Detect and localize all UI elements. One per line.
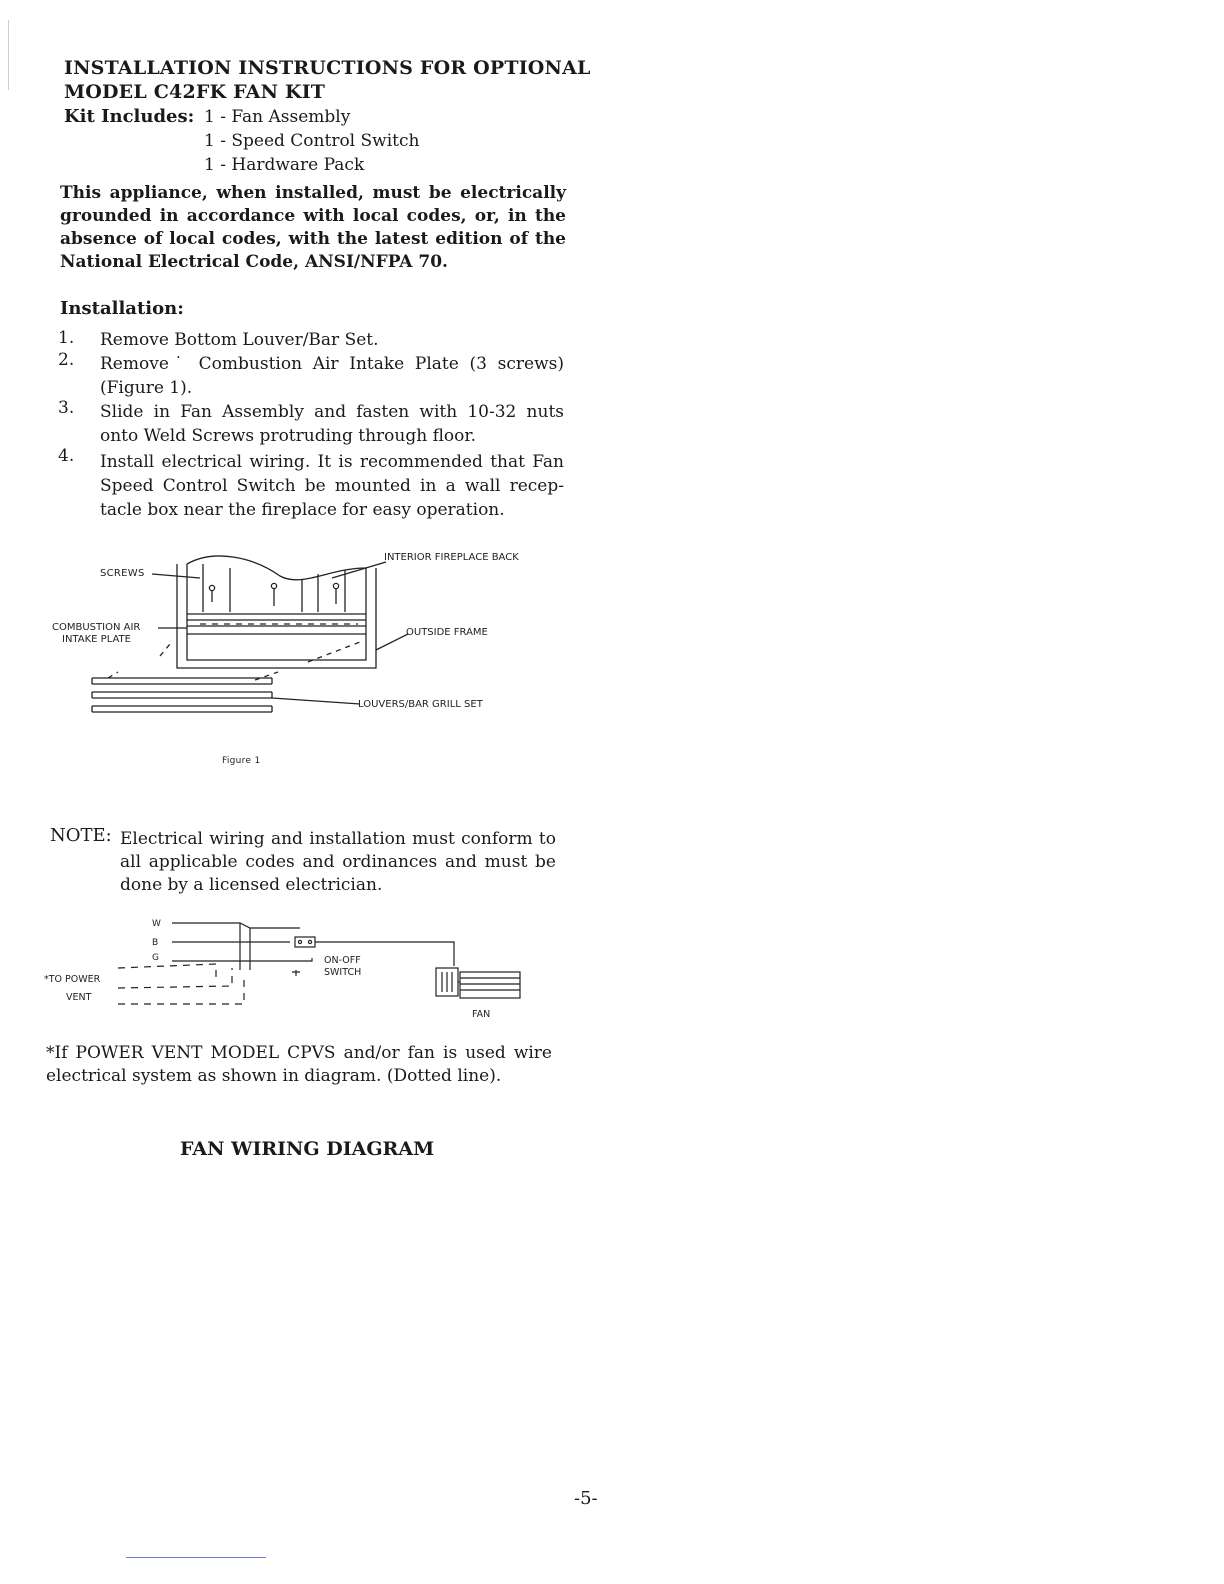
step-text: Slide in Fan Assembly and fasten with 10-32 nuts onto Weld Screws protruding through floor. (100, 402, 564, 446)
step-number: 2. (58, 350, 75, 370)
fan-housing (460, 972, 520, 998)
screw (333, 583, 338, 588)
step-number: 3. (58, 398, 75, 418)
label-outside-frame: OUTSIDE FRAME (406, 627, 488, 638)
label-screws: SCREWS (100, 568, 145, 579)
step-text: Remove Bottom Louver/Bar Set. (100, 330, 379, 350)
label-intake-plate-2: INTAKE PLATE (62, 634, 131, 645)
outside-frame-outline (177, 564, 376, 668)
page-number: -5- (574, 1488, 598, 1509)
label-b: B (152, 938, 159, 948)
note-label: NOTE: (50, 825, 112, 846)
label-power-vent-1: *TO POWER (44, 974, 101, 985)
kit-item: 1 - Speed Control Switch (204, 131, 420, 151)
title-line-1: INSTALLATION INSTRUCTIONS FOR OPTIONAL (64, 57, 591, 79)
note-text: Electrical wiring and installation must conform to all applicable codes and ordinances and must be done by a licensed electrician. (120, 829, 556, 895)
step-number: 1. (58, 328, 75, 348)
footnote-paragraph: *If POWER VENT MODEL CPVS and/or fan is used wire electrical system as shown in diagram. (Dotted line). (46, 1043, 552, 1086)
kit-includes-label: Kit Includes: (64, 106, 195, 127)
scan-margin-line (8, 20, 9, 90)
leader-outside-frame (376, 634, 408, 650)
kit-item: 1 - Fan Assembly (204, 107, 351, 127)
label-interior-back: INTERIOR FIREPLACE BACK (384, 552, 519, 563)
figure-1-caption: Figure 1 (222, 756, 261, 766)
scan-bottom-line (126, 1557, 266, 1558)
step-text: Remove˙ Combustion Air Intake Plate (3 screws) (Figure 1). (100, 354, 564, 398)
title-line-2: MODEL C42FK FAN KIT (64, 81, 326, 103)
kit-item: 1 - Hardware Pack (204, 155, 365, 175)
power-vent-wire-2 (118, 968, 232, 988)
firebox-outline (187, 564, 366, 660)
document-title (64, 56, 591, 104)
screw (271, 583, 276, 588)
leader-interior-back (332, 562, 386, 578)
label-switch-2: SWITCH (324, 967, 362, 978)
label-louvers: LOUVERS/BAR GRILL SET (358, 699, 483, 710)
label-w: W (152, 919, 161, 929)
wiring-diagram-title: FAN WIRING DIAGRAM (180, 1138, 435, 1160)
label-g: G (152, 953, 159, 963)
label-switch-1: ON-OFF (324, 955, 361, 966)
louver-grill-set (92, 678, 272, 712)
installation-heading: Installation: (60, 298, 184, 319)
grounding-paragraph: This appliance, when installed, must be electrically grounded in accordance with local codes, or, in the absence of local codes, with the latest edition of the National Electrical Code, ANSI/NFPA 70. (60, 183, 566, 272)
leader-screws (152, 574, 200, 578)
step-number: 4. (58, 446, 75, 466)
step-text: Install electrical wiring. It is recommended that Fan Speed Control Switch be mounted in a wall recep-tacle box near the fireplace for easy operation. (100, 452, 564, 520)
label-fan: FAN (472, 1009, 491, 1020)
label-power-vent-2: VENT (66, 992, 92, 1003)
label-intake-plate-1: COMBUSTION AIR (52, 622, 141, 633)
power-vent-wire-1 (118, 964, 216, 980)
wiring-diagram (40, 910, 540, 1025)
leader-louvers (272, 698, 360, 704)
screw (209, 585, 214, 590)
figure-1-diagram (40, 540, 560, 730)
wire-g (172, 958, 312, 961)
wire-w (172, 923, 300, 928)
power-vent-wire-3 (118, 976, 244, 1004)
